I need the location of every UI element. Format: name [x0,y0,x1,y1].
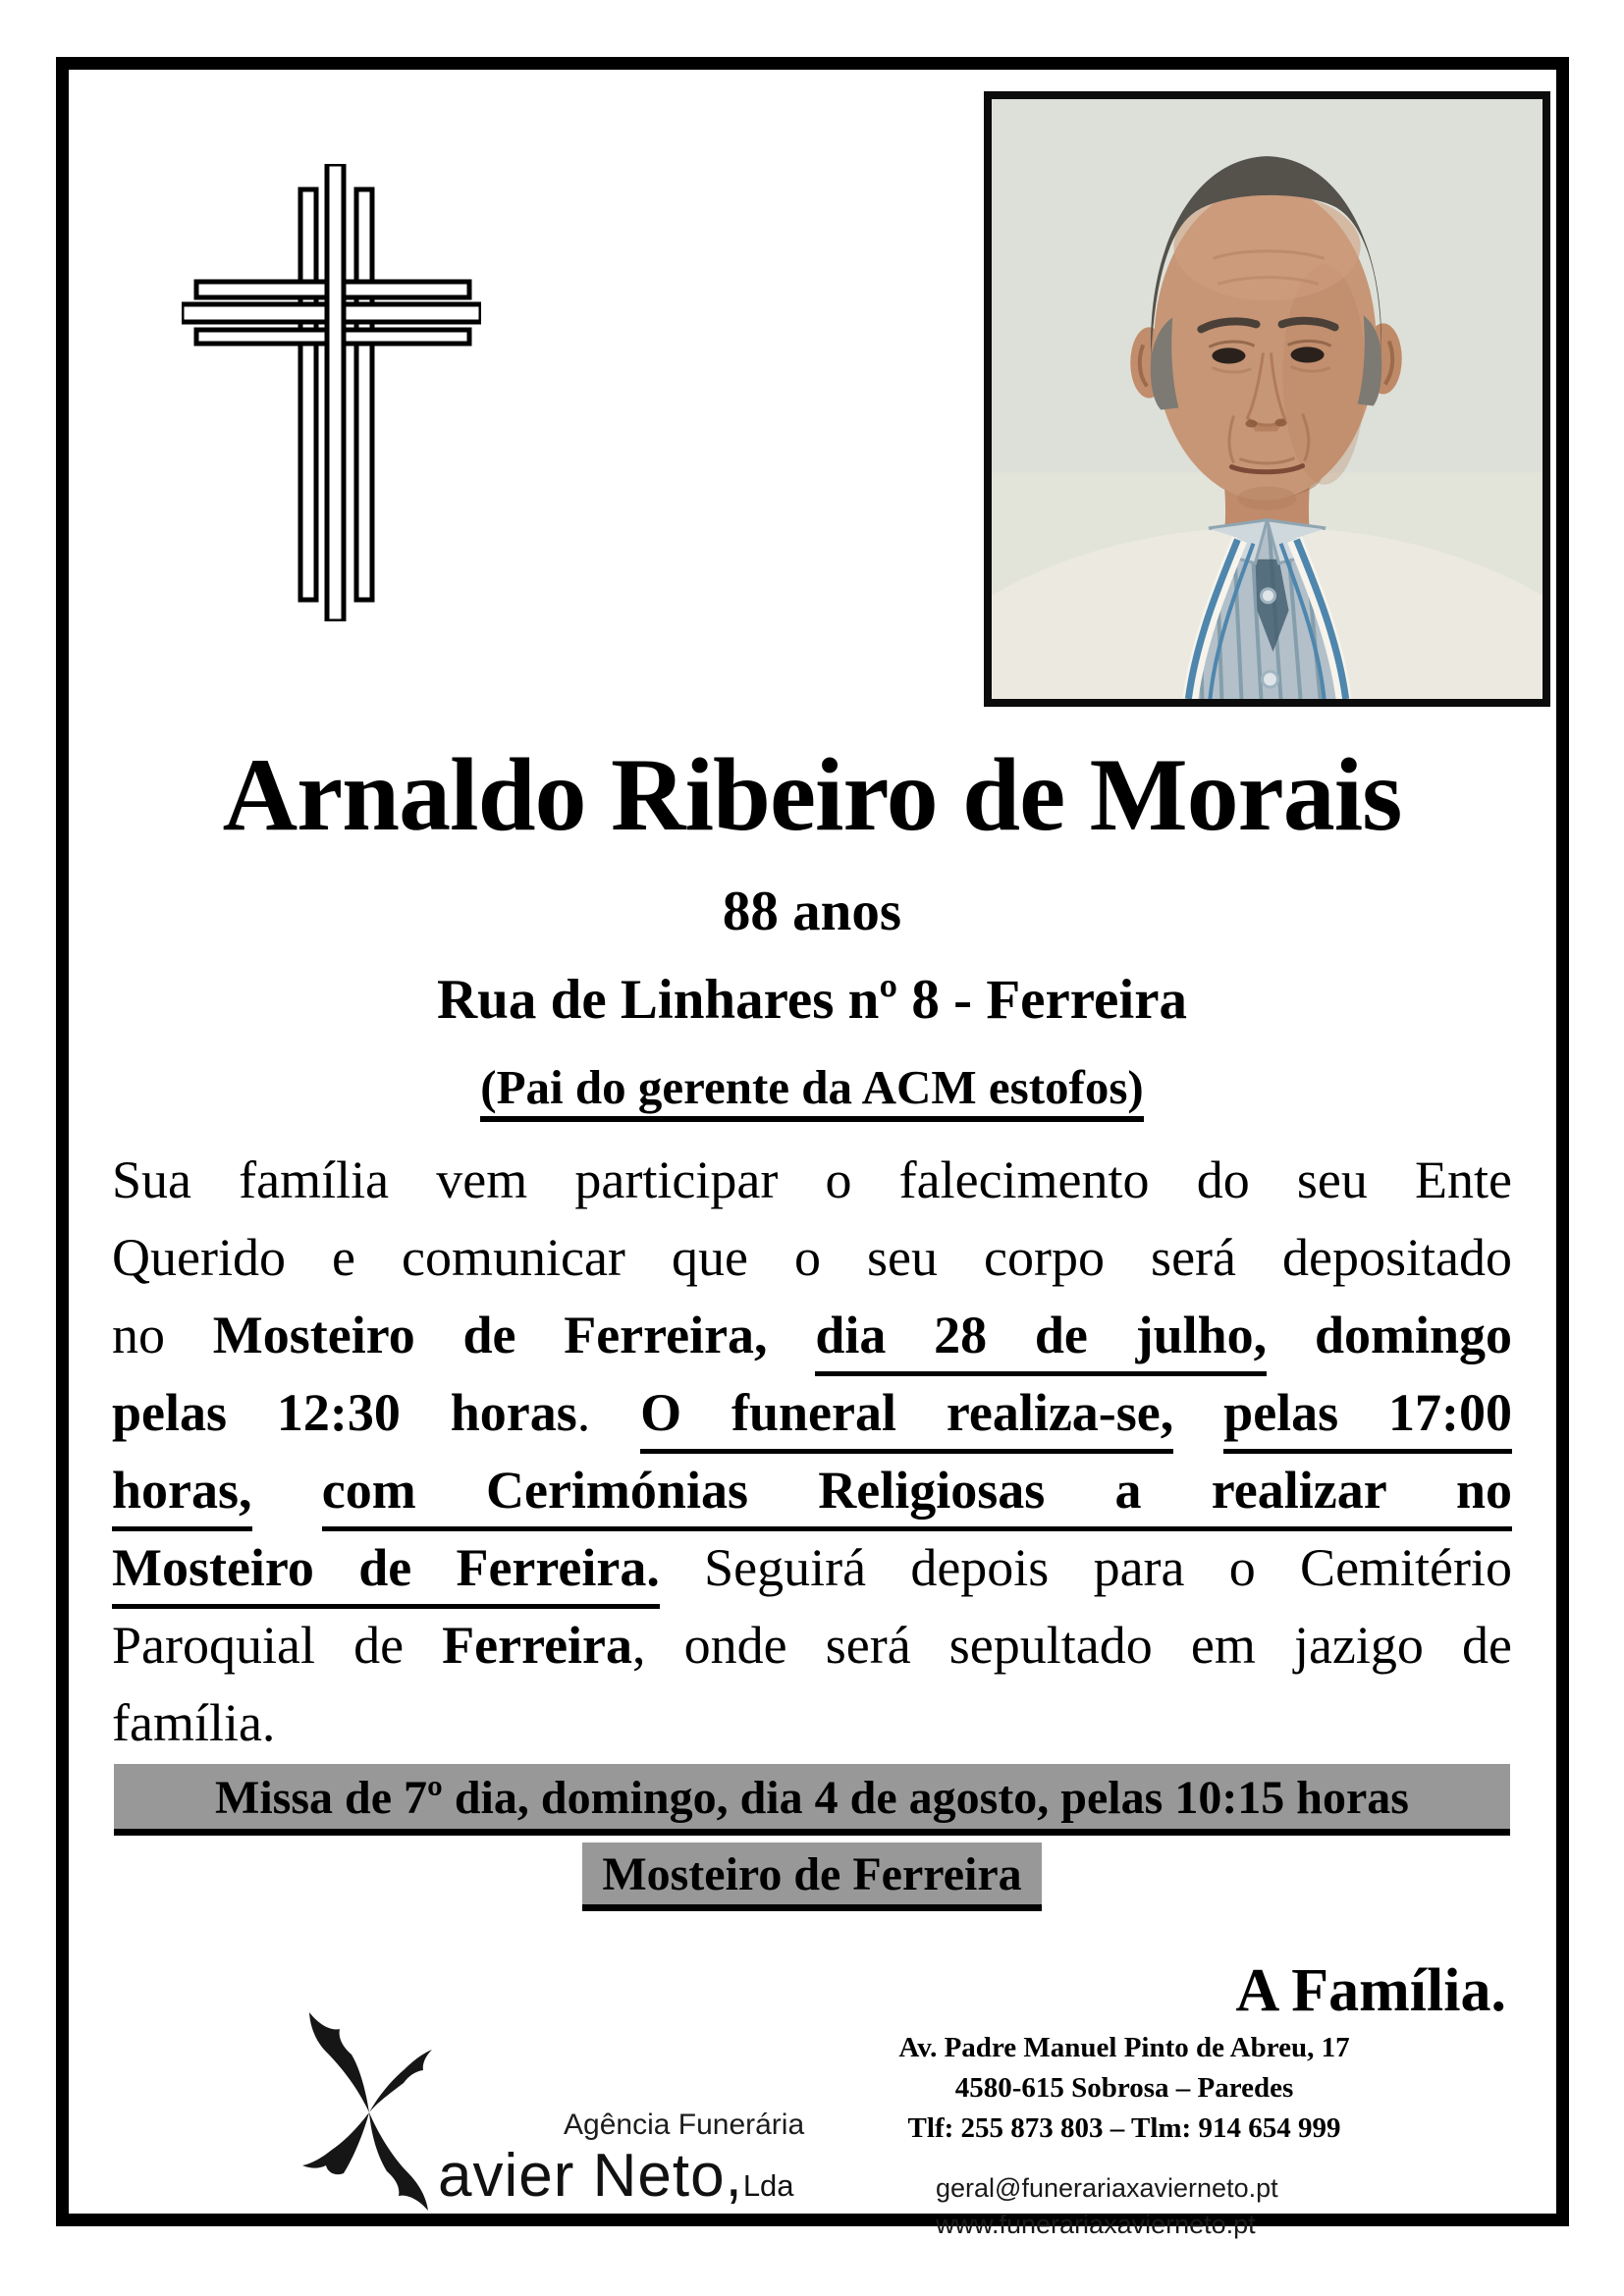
announcement-text-segment: Querido e comunicar que o seu corpo será depositado [112,1228,1512,1287]
announcement-text-segment: pelas 12:30 horas [112,1383,577,1442]
announcement-line [112,1297,1512,1374]
announcement-text-segment [1173,1383,1223,1442]
agency-logo-block [283,2004,804,2215]
agency-name-main: avier Neto, [438,2142,743,2210]
announcement-line [112,1529,1512,1607]
announcement-paragraph [112,1142,1512,1762]
portrait-photo [984,91,1550,707]
announcement-text-segment: no [112,1306,213,1364]
announcement-text-segment: Ferreira [442,1616,633,1675]
deceased-relation-text: (Pai do gerente da ACM estofos) [480,1060,1143,1122]
announcement-line [112,1219,1512,1297]
agency-address-line-1: Av. Padre Manuel Pinto de Abreu, 17 [898,2032,1350,2063]
leaf-x-icon [283,2004,452,2215]
announcement-line [112,1607,1512,1684]
announcement-text-segment: , onde será sepultado em jazigo de [632,1616,1512,1675]
mass-notice-row-2 [69,1842,1555,1911]
agency-name-suffix: Lda [742,2168,794,2203]
announcement-text-segment [252,1461,322,1520]
agency-contact-block [879,2028,1370,2243]
announcement-text-segment: horas, [112,1461,252,1531]
announcement-text-segment: Sua família vem participar o falecimento do seu Ente [112,1150,1512,1209]
mass-notice-line-1: Missa de 7º dia, domingo, dia 4 de agosto, pelas 10:15 horas [114,1764,1510,1836]
agency-logo-text [438,2109,804,2215]
cross-icon [182,164,481,621]
page-title-row [69,721,1555,869]
notice-body [69,721,1555,2025]
announcement-text-segment: com Cerimónias Religiosas a realizar no [322,1461,1512,1531]
announcement-line [112,1452,1512,1529]
announcement-text-segment: . [576,1383,641,1442]
deceased-age: 88 anos [722,881,902,942]
agency-name [438,2142,804,2210]
announcement-text-segment: família. [112,1693,276,1752]
deceased-address: Rua de Linhares nº 8 - Ferreira [437,969,1187,1031]
announcement-line [112,1374,1512,1452]
agency-online-block [879,2170,1370,2243]
announcement-text-segment: Mosteiro de Ferreira, [212,1306,816,1364]
announcement-text-segment: Mosteiro de Ferreira. [112,1538,660,1609]
announcement-text-segment: dia 28 de julho, [815,1306,1267,1376]
announcement-text-segment: Paroquial de [112,1616,443,1675]
announcement-text-segment: pelas 17:00 [1223,1383,1512,1454]
announcement-text-segment: domingo [1267,1306,1512,1364]
agency-email: geral@funerariaxavierneto.pt [936,2173,1278,2203]
agency-phone-line: Tlf: 255 873 803 – Tlm: 914 654 999 [907,2112,1341,2144]
announcement-text-segment: Seguirá depois para o Cemitério [659,1538,1512,1597]
family-signature: A Família. [1235,1957,1506,2024]
deceased-name: Arnaldo Ribeiro de Morais [222,737,1402,852]
announcement-line [112,1142,1512,1219]
agency-website: www.funerariaxavierneto.pt [936,2210,1256,2239]
portrait-photo-image [992,99,1543,699]
deceased-relation [69,1045,1555,1130]
announcement-text-segment: O funeral realiza-se, [640,1383,1173,1454]
announcement-line [112,1684,1512,1762]
agency-address-line-2: 4580-615 Sobrosa – Paredes [954,2072,1294,2104]
mass-notice-line-2: Mosteiro de Ferreira [582,1842,1041,1911]
agency-label: Agência Funerária [564,2109,805,2141]
